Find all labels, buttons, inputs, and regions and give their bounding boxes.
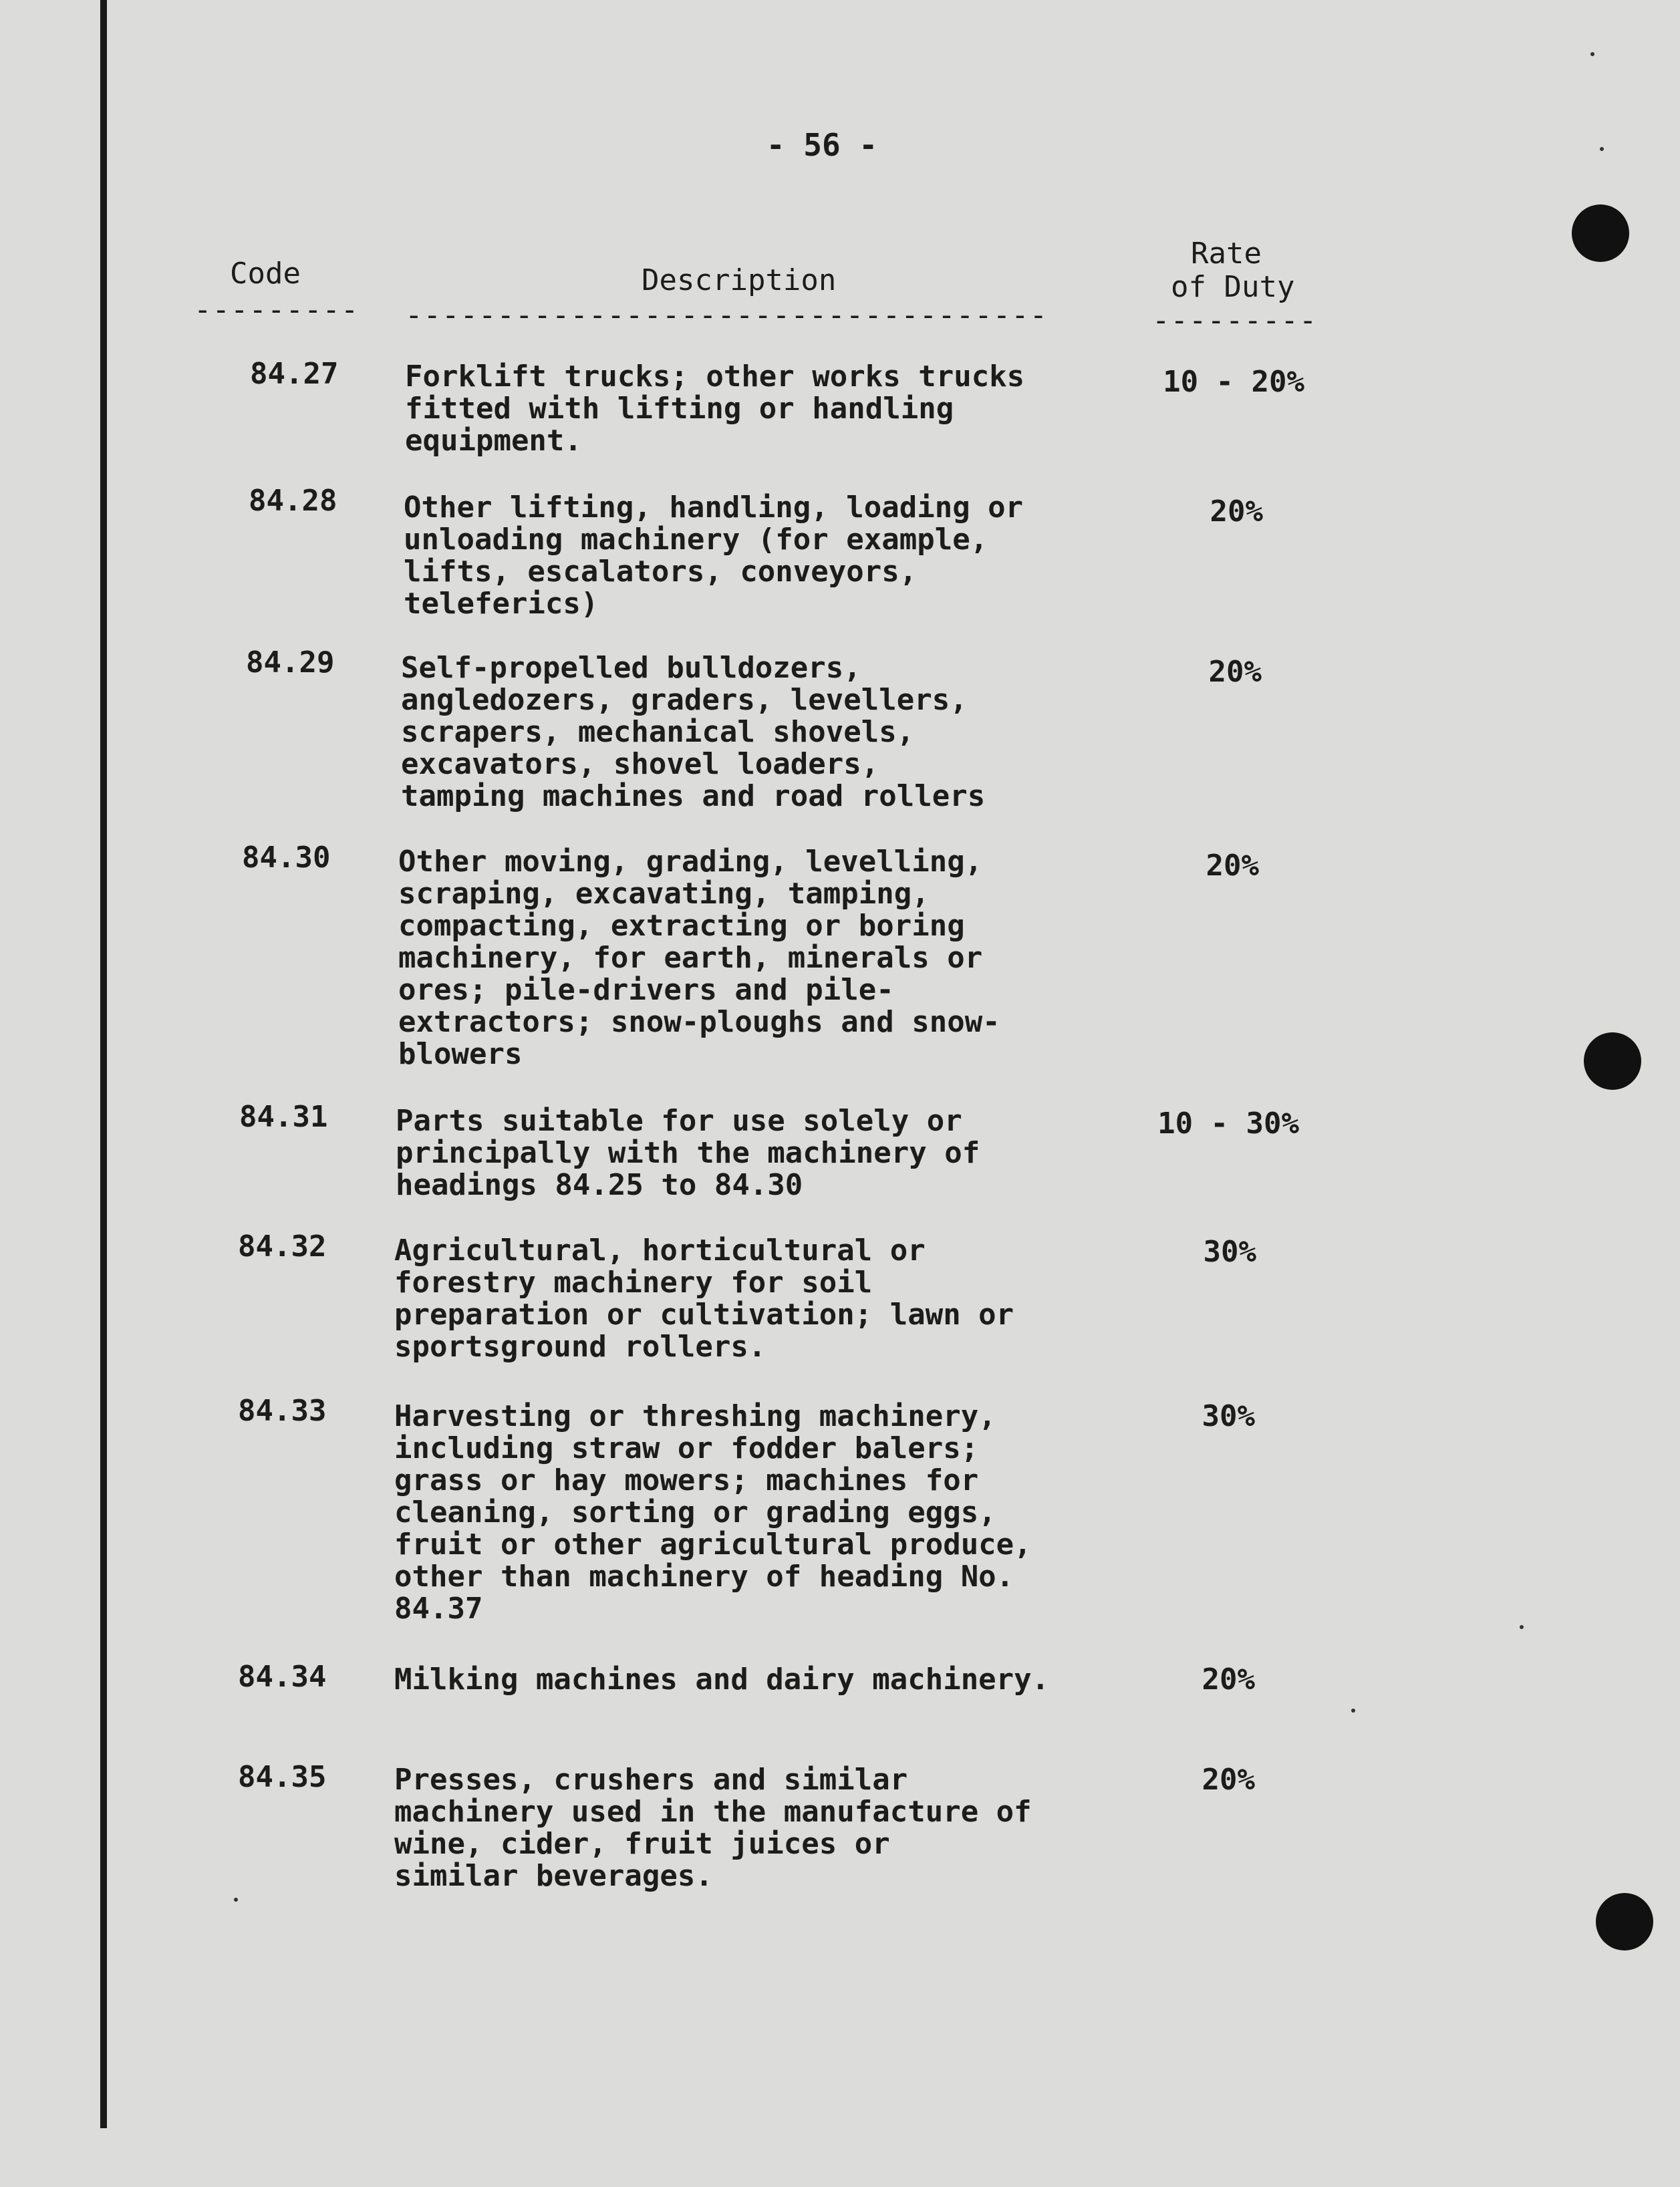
description-line: Harvesting or threshing machinery, bbox=[394, 1399, 996, 1433]
left-margin-rule bbox=[100, 0, 107, 2128]
description-line: including straw or fodder balers; bbox=[394, 1431, 979, 1465]
description-line: other than machinery of heading No. bbox=[394, 1560, 1014, 1594]
description-line: ores; pile-drivers and pile- bbox=[398, 973, 894, 1007]
description-line: fruit or other agricultural produce, bbox=[394, 1527, 1032, 1562]
description-line: scrapers, mechanical shovels, bbox=[401, 715, 915, 749]
row-description bbox=[394, 1401, 1176, 1625]
row-code: 84.29 bbox=[246, 645, 335, 680]
header-rule-description: ----------------------------------- bbox=[405, 298, 1048, 332]
description-line: machinery, for earth, minerals or bbox=[398, 941, 983, 975]
description-line: blowers bbox=[398, 1037, 523, 1071]
description-line: excavators, shovel loaders, bbox=[401, 747, 879, 781]
row-code: 84.35 bbox=[238, 1760, 327, 1794]
description-line: Other moving, grading, levelling, bbox=[398, 845, 983, 879]
row-rate: 20% bbox=[1202, 1662, 1255, 1697]
speck bbox=[1590, 52, 1594, 56]
header-rate-line2: of Duty bbox=[1171, 270, 1295, 304]
description-line: Parts suitable for use solely or bbox=[396, 1104, 962, 1138]
description-line: Presses, crushers and similar bbox=[394, 1763, 908, 1797]
header-code: Code bbox=[230, 257, 301, 291]
description-line: preparation or cultivation; lawn or bbox=[394, 1298, 1014, 1332]
row-code: 84.30 bbox=[242, 841, 331, 875]
row-rate: 20% bbox=[1206, 849, 1259, 883]
description-line: headings 84.25 to 84.30 bbox=[396, 1168, 803, 1202]
row-rate: 30% bbox=[1202, 1399, 1255, 1433]
description-line: Milking machines and dairy machinery. bbox=[394, 1662, 1050, 1697]
row-code: 84.27 bbox=[250, 357, 339, 391]
description-line: Other lifting, handling, loading or bbox=[404, 490, 1024, 525]
punch-hole-middle bbox=[1584, 1032, 1641, 1090]
row-code: 84.34 bbox=[238, 1660, 327, 1694]
description-line: Self-propelled bulldozers, bbox=[401, 651, 861, 685]
speck bbox=[1520, 1625, 1524, 1629]
description-line: principally with the machinery of bbox=[396, 1136, 980, 1170]
description-line: sportsground rollers. bbox=[394, 1330, 766, 1364]
row-rate: 20% bbox=[1202, 1763, 1255, 1797]
description-line: grass or hay mowers; machines for bbox=[394, 1463, 979, 1497]
row-code: 84.32 bbox=[238, 1229, 327, 1264]
speck bbox=[1351, 1709, 1355, 1713]
row-rate: 10 - 30% bbox=[1157, 1107, 1299, 1141]
row-rate: 20% bbox=[1210, 494, 1263, 529]
header-description: Description bbox=[642, 263, 837, 297]
speck bbox=[234, 1898, 238, 1902]
description-line: lifts, escalators, conveyors, bbox=[404, 555, 918, 589]
description-line: unloading machinery (for example, bbox=[404, 523, 988, 557]
description-line: Forklift trucks; other works trucks bbox=[405, 359, 1025, 394]
page-number: - 56 - bbox=[766, 127, 878, 163]
row-code: 84.33 bbox=[238, 1394, 327, 1428]
description-line: compacting, extracting or boring bbox=[398, 909, 965, 943]
description-line: teleferics) bbox=[404, 587, 599, 621]
row-description bbox=[396, 1105, 1177, 1201]
description-line: cleaning, sorting or grading eggs, bbox=[394, 1495, 996, 1529]
description-line: angledozers, graders, levellers, bbox=[401, 683, 968, 717]
row-code: 84.28 bbox=[249, 484, 337, 518]
description-line: forestry machinery for soil bbox=[394, 1266, 873, 1300]
description-line: wine, cider, fruit juices or bbox=[394, 1827, 890, 1861]
description-line: equipment. bbox=[405, 424, 582, 458]
description-line: similar beverages. bbox=[394, 1859, 713, 1893]
description-line: 84.37 bbox=[394, 1592, 483, 1626]
punch-hole-top bbox=[1572, 204, 1629, 262]
row-rate: 30% bbox=[1203, 1235, 1256, 1269]
description-line: fitted with lifting or handling bbox=[405, 392, 954, 426]
description-line: extractors; snow-ploughs and snow- bbox=[398, 1005, 1000, 1039]
row-rate: 20% bbox=[1208, 655, 1262, 689]
speck bbox=[1600, 147, 1604, 151]
row-description bbox=[405, 361, 1187, 457]
description-line: tamping machines and road rollers bbox=[401, 779, 986, 813]
row-code: 84.31 bbox=[239, 1100, 328, 1134]
description-line: Agricultural, horticultural or bbox=[394, 1233, 926, 1268]
description-line: scraping, excavating, tamping, bbox=[398, 877, 930, 911]
header-rate-line1: Rate bbox=[1191, 237, 1262, 271]
row-rate: 10 - 20% bbox=[1163, 365, 1304, 399]
description-line: machinery used in the manufacture of bbox=[394, 1795, 1032, 1829]
header-rule-rate: --------- bbox=[1152, 303, 1318, 337]
header-rule-code: --------- bbox=[194, 293, 360, 327]
punch-hole-bottom bbox=[1596, 1893, 1653, 1950]
